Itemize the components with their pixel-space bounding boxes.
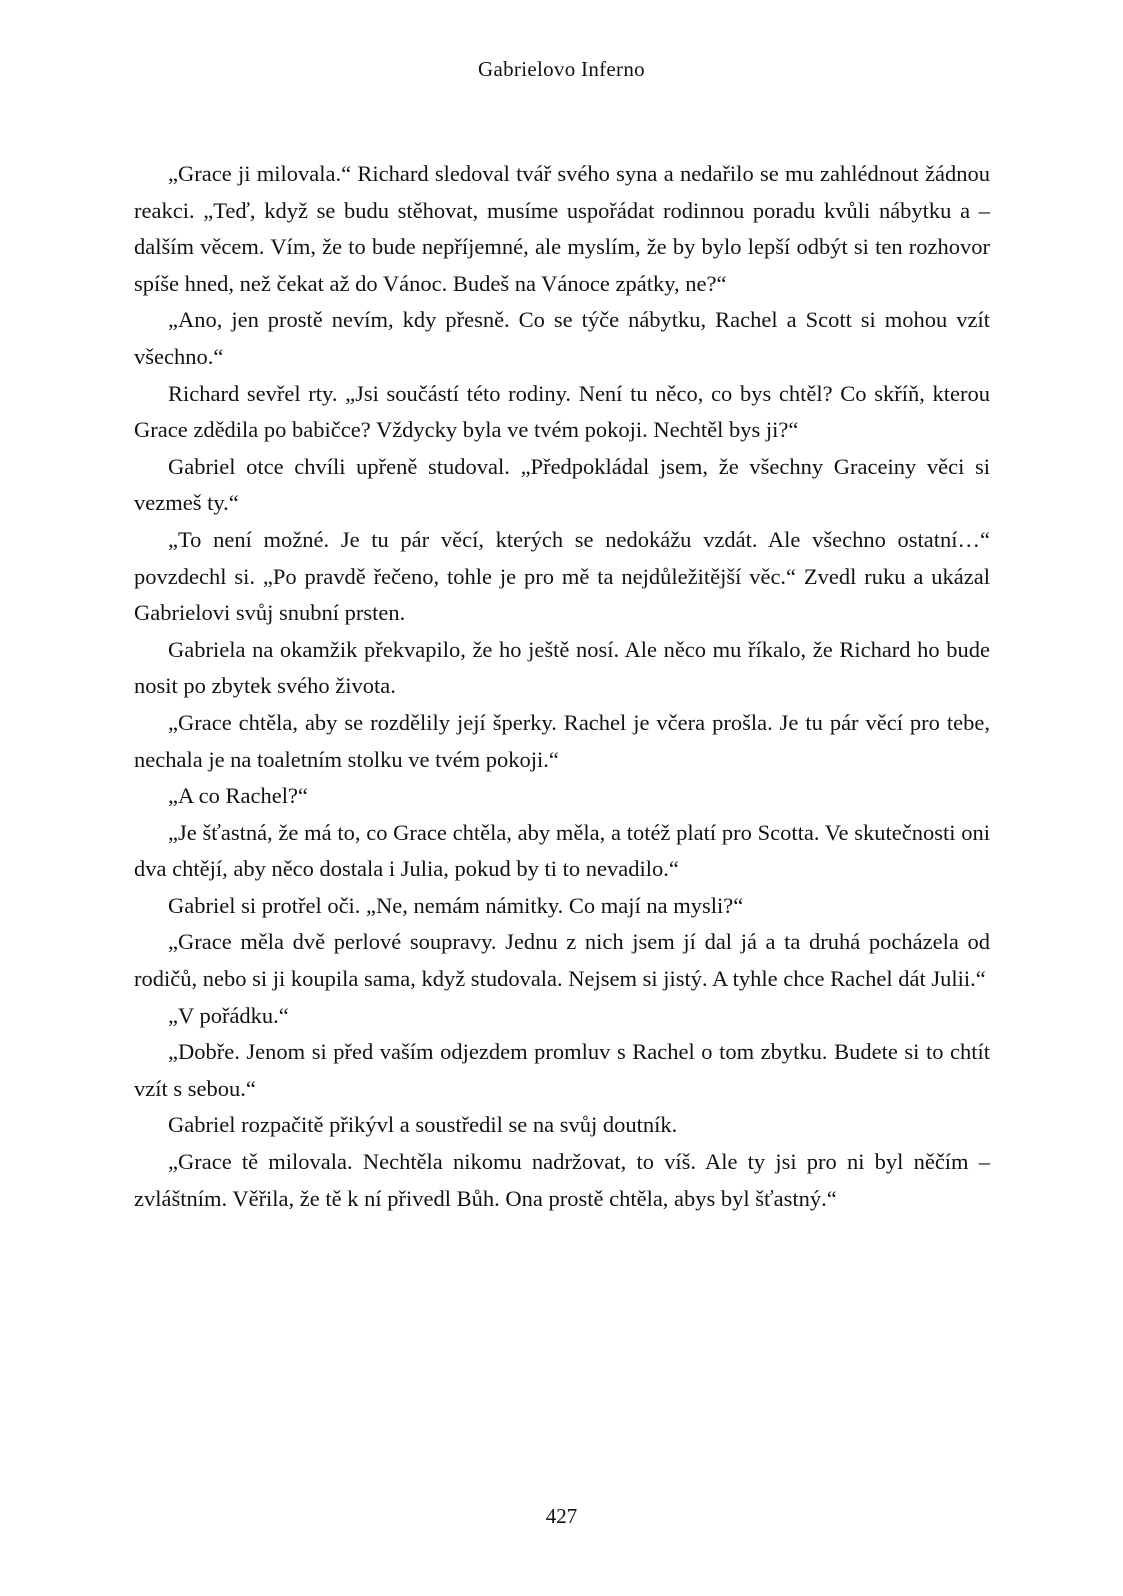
paragraph: Gabriel rozpačitě přikývl a soustředil se na svůj doutník. — [168, 1112, 678, 1138]
paragraph: „Grace ji milovala.“ Richard sledoval tvář svého syna a nedařilo se mu zahlédnout žádnou reakci. „Teď, když se budu stěhovat, musíme uspořádat rodinnou poradu kvůli nábytku a – dalším věcem. Vím, že to bude nepříjemné, ale myslím, že by bylo lepší odbýt si ten rozhovor spíše hned, než čekat až do Vánoc. Budeš na Vánoce zpátky, ne?“ — [134, 161, 990, 296]
paragraph: „To není možné. Je tu pár věcí, kterých se nedokážu vzdát. Ale všechno ostatní…“ povzdechl si. „Po pravdě řečeno, tohle je pro mě ta nejdůležitější věc.“ Zvedl ruku a ukázal Gabrielovi svůj snubní prsten. — [134, 526, 990, 626]
paragraph: „Grace chtěla, aby se rozdělily její šperky. Rachel je včera prošla. Je tu pár věcí pro tebe, nechala je na toaletním stolku ve tvém pokoji.“ — [134, 709, 990, 772]
paragraph: Gabriel otce chvíli upřeně studoval. „Předpokládal jsem, že všechny Graceiny věci si vezmeš ty.“ — [134, 453, 990, 516]
page-number: 427 — [545, 1504, 578, 1528]
paragraph: „Ano, jen prostě nevím, kdy přesně. Co se týče nábytku, Rachel a Scott si mohou vzít všechno.“ — [134, 307, 990, 369]
paragraph: Richard sevřel rty. „Jsi součástí této rodiny. Není tu něco, co bys chtěl? Co skříň, kterou Grace zdědila po babičce? Vždycky byla ve tvém pokoji. Nechtěl bys ji?“ — [134, 380, 990, 443]
running-header: Gabrielovo Inferno — [478, 57, 645, 81]
paragraph: Gabriela na okamžik překvapilo, že ho ještě nosí. Ale něco mu říkalo, že Richard ho bude nosit po zbytek svého života. — [134, 636, 990, 699]
paragraph: „Je šťastná, že má to, co Grace chtěla, aby měla, a totéž platí pro Scotta. Ve skutečnosti oni dva chtějí, aby něco dostala i Julia, pokud by ti to nevadilo.“ — [134, 819, 990, 882]
paragraph: „A co Rachel?“ — [168, 783, 308, 809]
paragraph: „V pořádku.“ — [168, 1002, 289, 1028]
body-text — [134, 156, 990, 1217]
paragraph: „Grace tě milovala. Nechtěla nikomu nadržovat, to víš. Ale ty jsi pro ni byl něčím – zvláštním. Věřila, že tě k ní přivedl Bůh. Ona prostě chtěla, abys byl šťastný.“ — [134, 1149, 990, 1211]
paragraph: „Grace měla dvě perlové soupravy. Jednu z nich jsem jí dal já a ta druhá pocházela od rodičů, nebo si ji koupila sama, když studovala. Nejsem si jistý. A tyhle chce Rachel dát Julii.“ — [134, 929, 990, 992]
paragraph: Gabriel si protřel oči. „Ne, nemám námitky. Co mají na mysli?“ — [168, 892, 744, 918]
paragraph: „Dobře. Jenom si před vaším odjezdem promluv s Rachel o tom zbytku. Budete si to chtít vzít s sebou.“ — [134, 1039, 990, 1101]
